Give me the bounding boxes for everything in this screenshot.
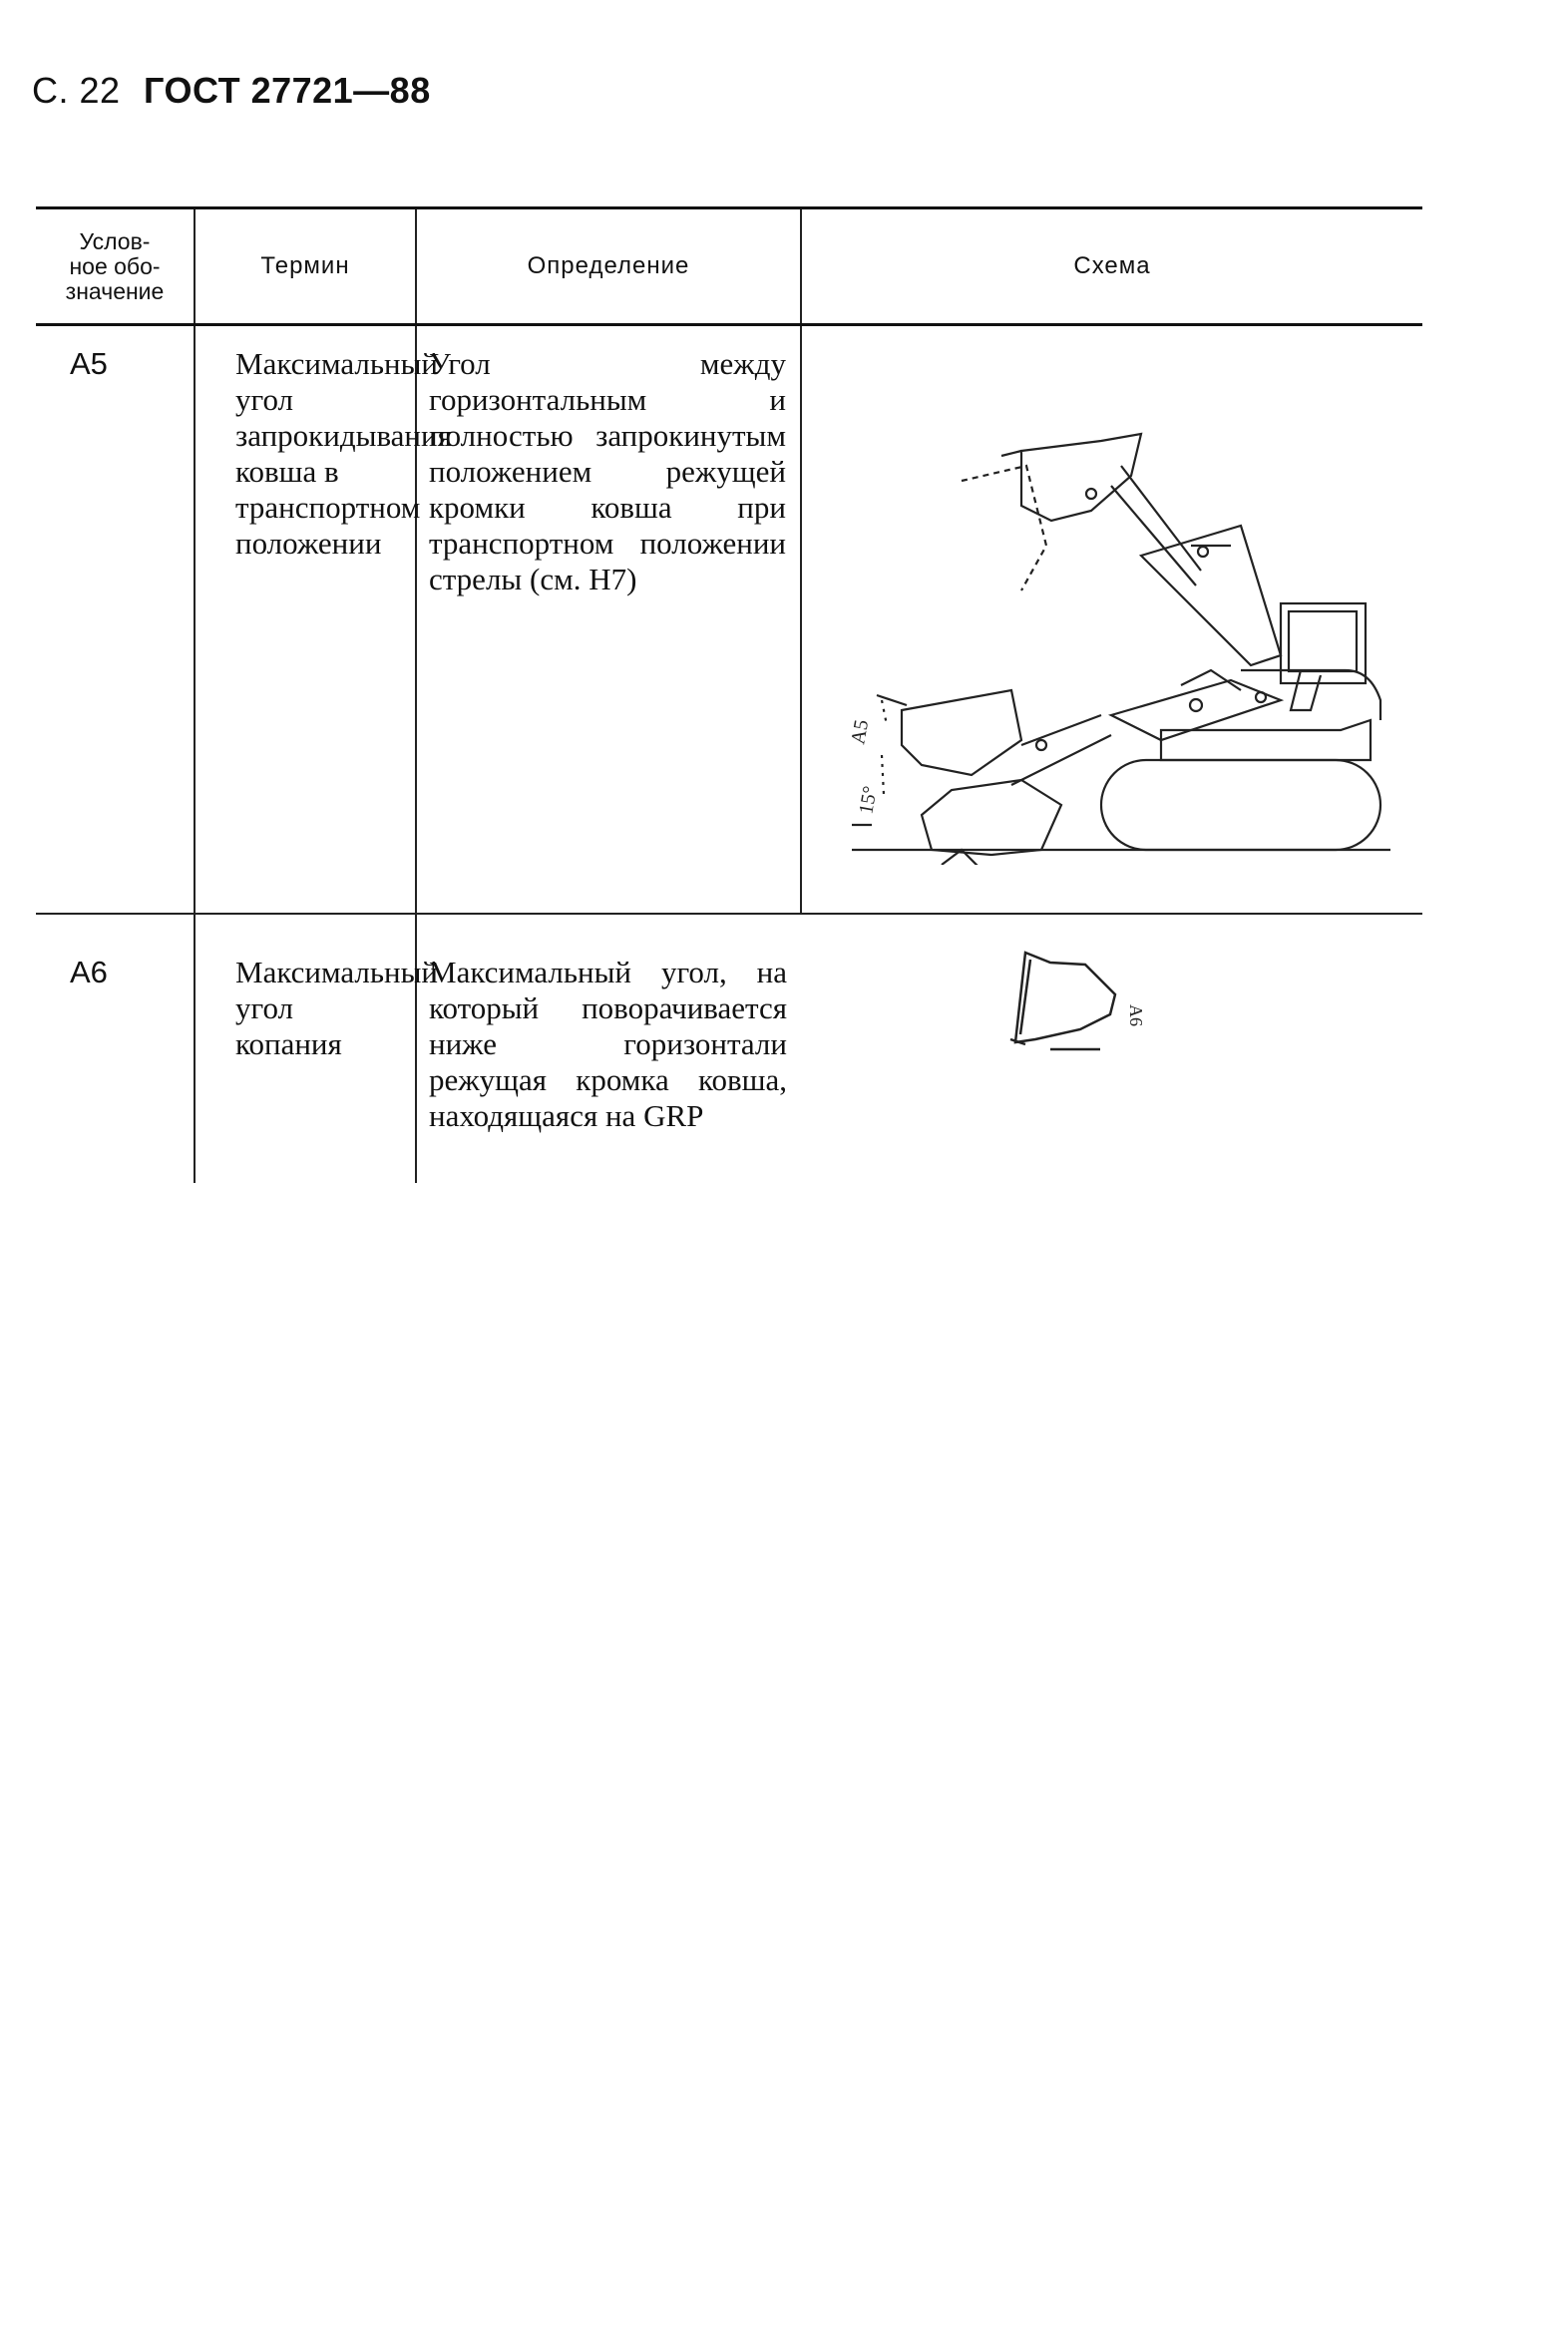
row-schema [801,325,1422,914]
column-header-definition: Определение [416,208,801,325]
row-schema [801,914,1422,1183]
table-header-row [36,208,1422,325]
angle-label-15: 15° [855,784,882,816]
row-term: Максимальный угол запрокидывания ковша в транспортном положении [195,325,416,914]
row-code: А6 [70,954,108,989]
column-header-code-label: Услов- ное обо- значение [65,227,165,304]
row-code: А5 [36,325,195,914]
page-header [32,70,431,112]
table-row [36,914,1422,1183]
column-header-term: Термин [195,208,416,325]
column-header-schema: Схема [801,208,1422,325]
row-term: Максимальный угол копания [195,914,416,1183]
angle-label-a6: A6 [1126,1003,1146,1026]
terms-table [36,206,1422,1183]
table-row [36,325,1422,914]
angle-label-a5: A5 [847,717,874,746]
row-definition: Угол между горизонтальным и полностью запрокинутым положением режущей кромки ковша при транспортном положении стрелы (см. Н7) [416,325,801,914]
loader-diagram [812,346,1410,865]
standard-number: ГОСТ 27721—88 [144,70,431,111]
row-definition: Максимальный угол, на который поворачивается ниже горизонтали режущая кромка ковша, находящаяся на GRP [416,914,801,1183]
column-header-code [36,208,195,325]
page-number: С. 22 [32,70,121,111]
bucket-diagram [990,935,1190,1074]
